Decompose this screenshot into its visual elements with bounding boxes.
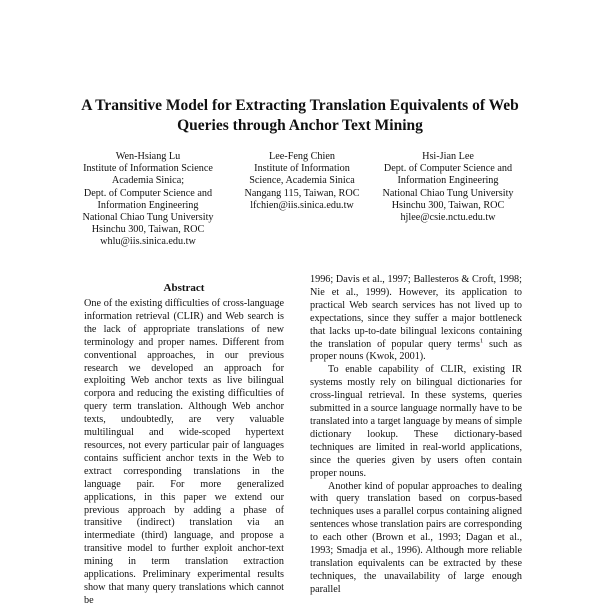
body-paragraph: Another kind of popular approaches to dealing with query translation based on corpus-based techniques uses a parallel corpus containing aligned sentences whose translation pairs are corresponding to each other (Brown et al., 1993; Dagan et al., 1993; Smadja et al., 1996). Although more reliable translation equivalents can be extracted by these techniques, the unavailability of large enough parallel	[310, 480, 522, 595]
author-affiliation-line: National Chiao Tung University	[82, 212, 214, 224]
author-name: Hsi-Jian Lee	[422, 151, 474, 162]
author-block-lu	[72, 151, 224, 249]
author-affiliation-line: Institute of Information Science	[83, 163, 213, 175]
body-text: such as proper nouns (Kwok, 2001).	[310, 338, 522, 363]
author-affiliation-line: Science, Academia Sinica	[249, 175, 355, 187]
author-name: Wen-Hsiang Lu	[115, 151, 181, 162]
author-affiliation-line: Nangang 115, Taiwan, ROC	[244, 187, 360, 199]
paper-title: A Transitive Model for Extracting Translation Equivalents of Web Queries through Anchor Text Mining	[81, 97, 519, 134]
author-name: Lee-Feng Chien	[269, 151, 335, 162]
author-email: lfchien@iis.sinica.edu.tw	[250, 199, 354, 211]
author-affiliation-line: Academia Sinica;	[111, 175, 185, 187]
abstract-heading: Abstract	[163, 282, 205, 294]
body-paragraph: To enable capability of CLIR, existing IR systems mostly rely on bilingual dictionaries for cross-lingual retrieval. In these systems, queries submitted in a source language normally have to be translated into a target language by means of simple dictionary lookup. These dictionary-based techniques are limited in real-world applications, since the queries given by users often contain proper nouns.	[310, 364, 522, 479]
body-right-column	[310, 274, 522, 597]
author-affiliation-line: National Chiao Tung University	[382, 187, 514, 199]
author-affiliation-line: Dept. of Computer Science and	[83, 187, 213, 199]
footnote-marker: 1	[479, 337, 484, 345]
author-block-chien	[232, 151, 372, 212]
author-affiliation-line: Information Engineering	[97, 199, 199, 211]
author-affiliation-line: Information Engineering	[397, 175, 499, 187]
author-affiliation-line: Hsinchu 300, Taiwan, ROC	[391, 199, 505, 211]
author-affiliation-line: Dept. of Computer Science and	[383, 163, 513, 175]
author-block-lee	[372, 151, 524, 224]
author-email: whlu@iis.sinica.edu.tw	[100, 236, 196, 248]
author-affiliation-line: Hsinchu 300, Taiwan, ROC	[91, 224, 205, 236]
abstract-column	[84, 298, 284, 608]
author-email: hjlee@csie.nctu.edu.tw	[400, 212, 496, 224]
abstract-paragraph: One of the existing difficulties of cross-language information retrieval (CLIR) and Web search is the lack of appropriate translations of new terminology and proper names. Different from conventional approaches, in our previous research we developed an approach for exploiting Web anchor texts as live bilingual corpora and reducing the existing difficulties of query term translation. Although Web anchor texts, undoubtedly, are very valuable multilingual and wide-scoped hypertext resources, not every particular pair of languages contains sufficient anchor texts in the Web to extract corresponding translations in the language pair. For more generalized applications, in this paper we extend our previous approach by adding a phase of transitive (indirect) translation via an intermediate (third) language, and propose a transitive model to further exploit anchor-text mining in term translation extraction applications. Preliminary experimental results show that many query translations which cannot be	[84, 298, 284, 606]
body-text: 1996; Davis et al., 1997; Ballesteros & Croft, 1998; Nie et al., 1999). However, its application to practical Web search services has not lived up to expectations, since they suffer a major bottleneck that lacks up-to-date bilingual lexicons containing the translation of popular query terms	[310, 274, 522, 350]
body-paragraph	[310, 274, 522, 364]
author-affiliation-line: Institute of Information	[254, 163, 350, 175]
